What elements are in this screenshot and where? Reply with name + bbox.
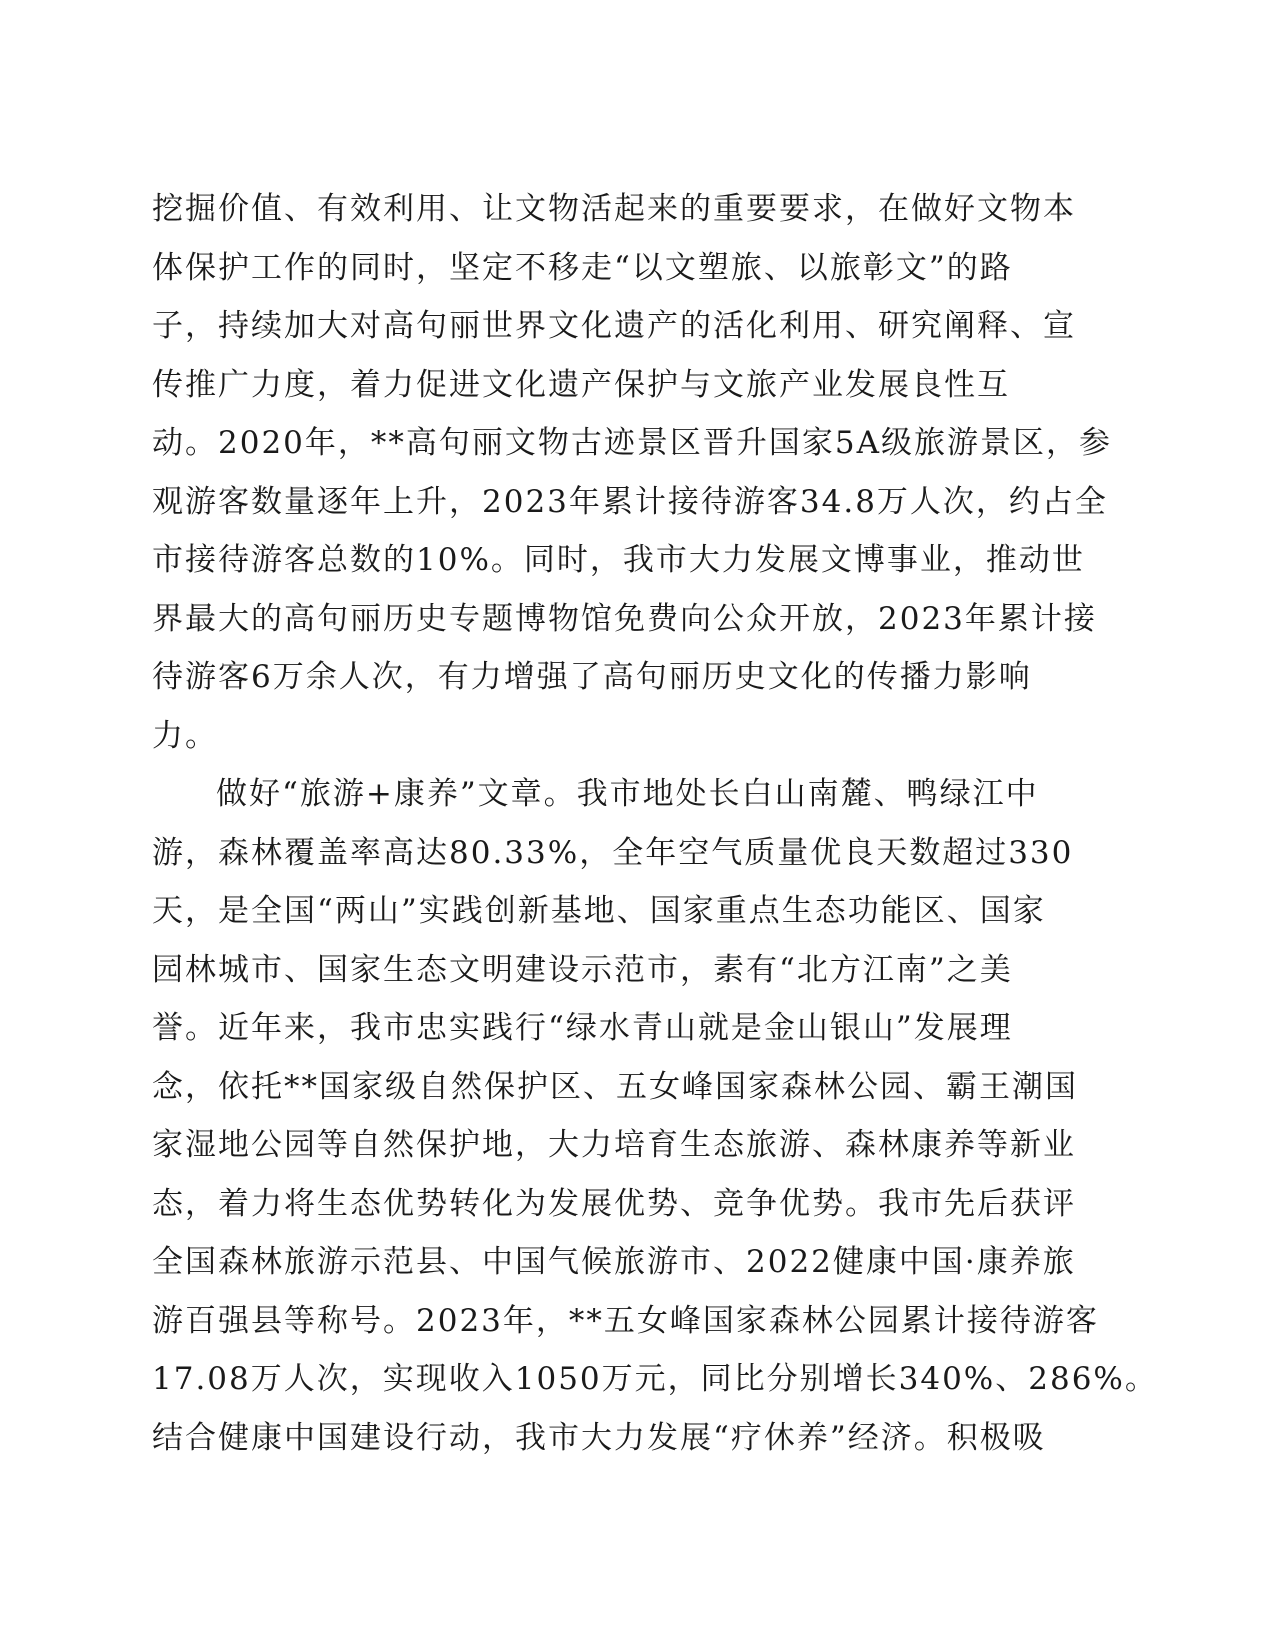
- text-line: 誉。近年来，我市忠实践行“绿水青山就是金山银山”发展理: [152, 1010, 1013, 1046]
- text-line: 念，依托**国家级自然保护区、五女峰国家森林公园、霸王潮国: [152, 1068, 1078, 1105]
- text-line: 挖掘价值、有效利用、让文物活起来的重要要求，在做好文物本: [152, 191, 1076, 227]
- paragraph-start-line: 做好“旅游+康养”文章。我市地处长白山南麓、鸭绿江中: [216, 776, 1039, 812]
- text-line: 园林城市、国家生态文明建设示范市，素有“北方江南”之美: [152, 951, 1013, 988]
- body-text: [152, 180, 1158, 1467]
- text-line: 体保护工作的同时，坚定不移走“以文塑旅、以旅彰文”的路: [152, 249, 1013, 286]
- text-line: 力。: [152, 717, 218, 754]
- text-line: 天，是全国“两山”实践创新基地、国家重点生态功能区、国家: [152, 893, 1046, 929]
- text-line: 游，森林覆盖率高达80.33%，全年空气质量优良天数超过330: [152, 834, 1074, 871]
- text-line: 17.08万人次，实现收入1050万元，同比分别增长340%、286%。: [152, 1361, 1158, 1397]
- text-line: 结合健康中国建设行动，我市大力发展“疗休养”经济。积极吸: [152, 1419, 1046, 1456]
- text-line: 界最大的高句丽历史专题博物馆免费向公众开放，2023年累计接: [152, 600, 1097, 637]
- text-line: 游百强县等称号。2023年，**五女峰国家森林公园累计接待游客: [152, 1302, 1099, 1339]
- text-line: 待游客6万余人次，有力增强了高句丽历史文化的传播力影响: [152, 659, 1032, 695]
- text-line: 态，着力将生态优势转化为发展优势、竞争优势。我市先后获评: [152, 1185, 1076, 1222]
- text-line: 传推广力度，着力促进文化遗产保护与文旅产业发展良性互: [152, 366, 1010, 403]
- text-line: 观游客数量逐年上升，2023年累计接待游客34.8万人次，约占全: [152, 483, 1108, 520]
- text-line: 全国森林旅游示范县、中国气候旅游市、2022健康中国·康养旅: [152, 1244, 1076, 1280]
- text-line: 市接待游客总数的10%。同时，我市大力发展文博事业，推动世: [152, 542, 1085, 578]
- text-line: 动。2020年，**高句丽文物古迹景区晋升国家5A级旅游景区，参: [152, 425, 1113, 461]
- text-line: 家湿地公园等自然保护地，大力培育生态旅游、森林康养等新业: [152, 1127, 1076, 1163]
- text-line: 子，持续加大对高句丽世界文化遗产的活化利用、研究阐释、宣: [152, 308, 1076, 344]
